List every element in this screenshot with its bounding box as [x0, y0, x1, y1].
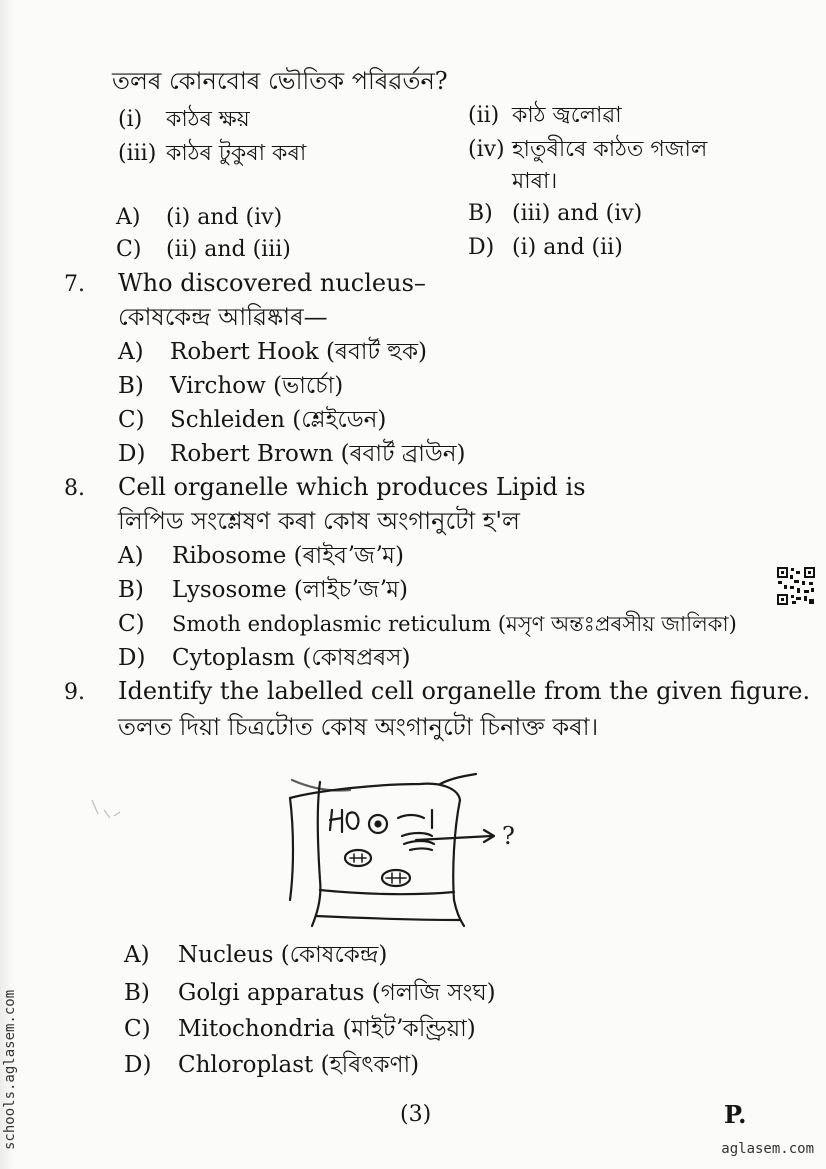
q6-stem: তলৰ কোনবোৰ ভৌতিক পৰিৱৰ্তন? — [112, 67, 448, 95]
q8-option-d-text: Cytoplasm (কোষপ্ৰৰস) — [172, 645, 411, 671]
q9-question-as: তলত দিয়া চিত্ৰটোত কোষ অংগানুটো চিনাক্ত কৰা। — [118, 713, 599, 741]
q8-question-en: Cell organelle which produces Lipid is — [118, 473, 586, 501]
q6-item-iii-num: (iii) — [118, 141, 157, 166]
q6-option-d-text: (i) and (ii) — [512, 235, 623, 260]
q6-item-ii-text: কাঠ জ্বলোৱা — [512, 103, 622, 128]
side-watermark: schools.aglasem.com — [2, 989, 18, 1150]
q8-option-a-letter: A) — [118, 543, 144, 569]
qr-code-icon — [776, 566, 816, 606]
q7-option-b-text: Virchow (ভাৰ্চো) — [170, 373, 344, 399]
q8-option-d-letter: D) — [118, 645, 146, 671]
q7-option-c-letter: C) — [118, 407, 145, 433]
next-page-mark: P. — [724, 1100, 747, 1129]
cell-diagram — [80, 770, 540, 930]
q8-option-a-text: Ribosome (ৰাইবʼজʼম) — [172, 543, 404, 569]
q6-option-a-letter: A) — [116, 205, 141, 230]
q6-option-d-letter: D) — [468, 235, 495, 260]
page-number: (3) — [400, 1102, 432, 1127]
q7-option-d-letter: D) — [118, 441, 146, 467]
q8-option-b-text: Lysosome (লাইচʼজʼম) — [172, 577, 408, 603]
q9-option-b-letter: B) — [124, 980, 150, 1006]
q6-option-c-text: (ii) and (iii) — [166, 237, 291, 262]
q9-option-d-text: Chloroplast (হৰিৎকণা) — [178, 1052, 420, 1078]
q8-question-as: লিপিড সংশ্লেষণ কৰা কোষ অংগানুটো হ'ল — [118, 507, 520, 535]
figure-label: ? — [502, 822, 515, 850]
q7-option-a-text: Robert Hook (ৰবাৰ্ট হুক) — [170, 339, 428, 365]
q7-option-b-letter: B) — [118, 373, 144, 399]
q9-option-a-text: Nucleus (কোষকেন্দ্ৰ) — [178, 942, 388, 968]
q6-item-iii-text: কাঠৰ টুকুৰা কৰা — [166, 141, 307, 166]
q9-option-d-letter: D) — [124, 1052, 152, 1078]
q8-number: 8. — [64, 476, 85, 501]
q6-option-a-text: (i) and (iv) — [166, 205, 283, 230]
q6-option-c-letter: C) — [116, 237, 142, 262]
q6-item-iv-text: হাতুৰীৰে কাঠত গজাল — [512, 137, 708, 162]
footer-watermark: aglasem.com — [721, 1141, 814, 1157]
q7-option-a-letter: A) — [118, 339, 144, 365]
q9-number: 9. — [64, 680, 85, 705]
q8-option-c-letter: C) — [118, 611, 145, 637]
q6-item-iv-num: (iv) — [468, 137, 505, 162]
q9-question-en: Identify the labelled cell organelle from the given figure. — [118, 677, 811, 705]
q7-number: 7. — [64, 272, 85, 297]
q6-option-b-letter: B) — [468, 201, 493, 226]
q6-item-ii-num: (ii) — [468, 103, 500, 128]
q6-item-i-num: (i) — [118, 107, 143, 132]
q9-option-c-text: Mitochondria (মাইটʼকণ্ড্ৰিয়া) — [178, 1016, 476, 1042]
q6-option-b-text: (iii) and (iv) — [512, 201, 643, 226]
q8-option-c-text: Smoth endoplasmic reticulum (মসৃণ অন্তঃপ্ৰৰসীয় জালিকা) — [172, 612, 737, 636]
q6-item-i-text: কাঠৰ ক্ষয় — [166, 107, 250, 132]
q9-option-b-text: Golgi apparatus (গলজি সংঘ) — [178, 980, 496, 1006]
side-watermark-wrap — [0, 970, 22, 1155]
q6-item-iv-text-cont: মাৰা। — [512, 169, 558, 194]
q9-option-c-letter: C) — [124, 1016, 151, 1042]
q7-question-as: কোষকেন্দ্ৰ আৱিষ্কাৰ— — [118, 303, 328, 331]
q9-option-a-letter: A) — [124, 942, 150, 968]
q7-question-en: Who discovered nucleus– — [118, 269, 426, 297]
q7-option-c-text: Schleiden (শ্লেইডেন) — [170, 407, 387, 433]
q7-option-d-text: Robert Brown (ৰবাৰ্ট ব্ৰাউন) — [170, 441, 466, 467]
q8-option-b-letter: B) — [118, 577, 144, 603]
